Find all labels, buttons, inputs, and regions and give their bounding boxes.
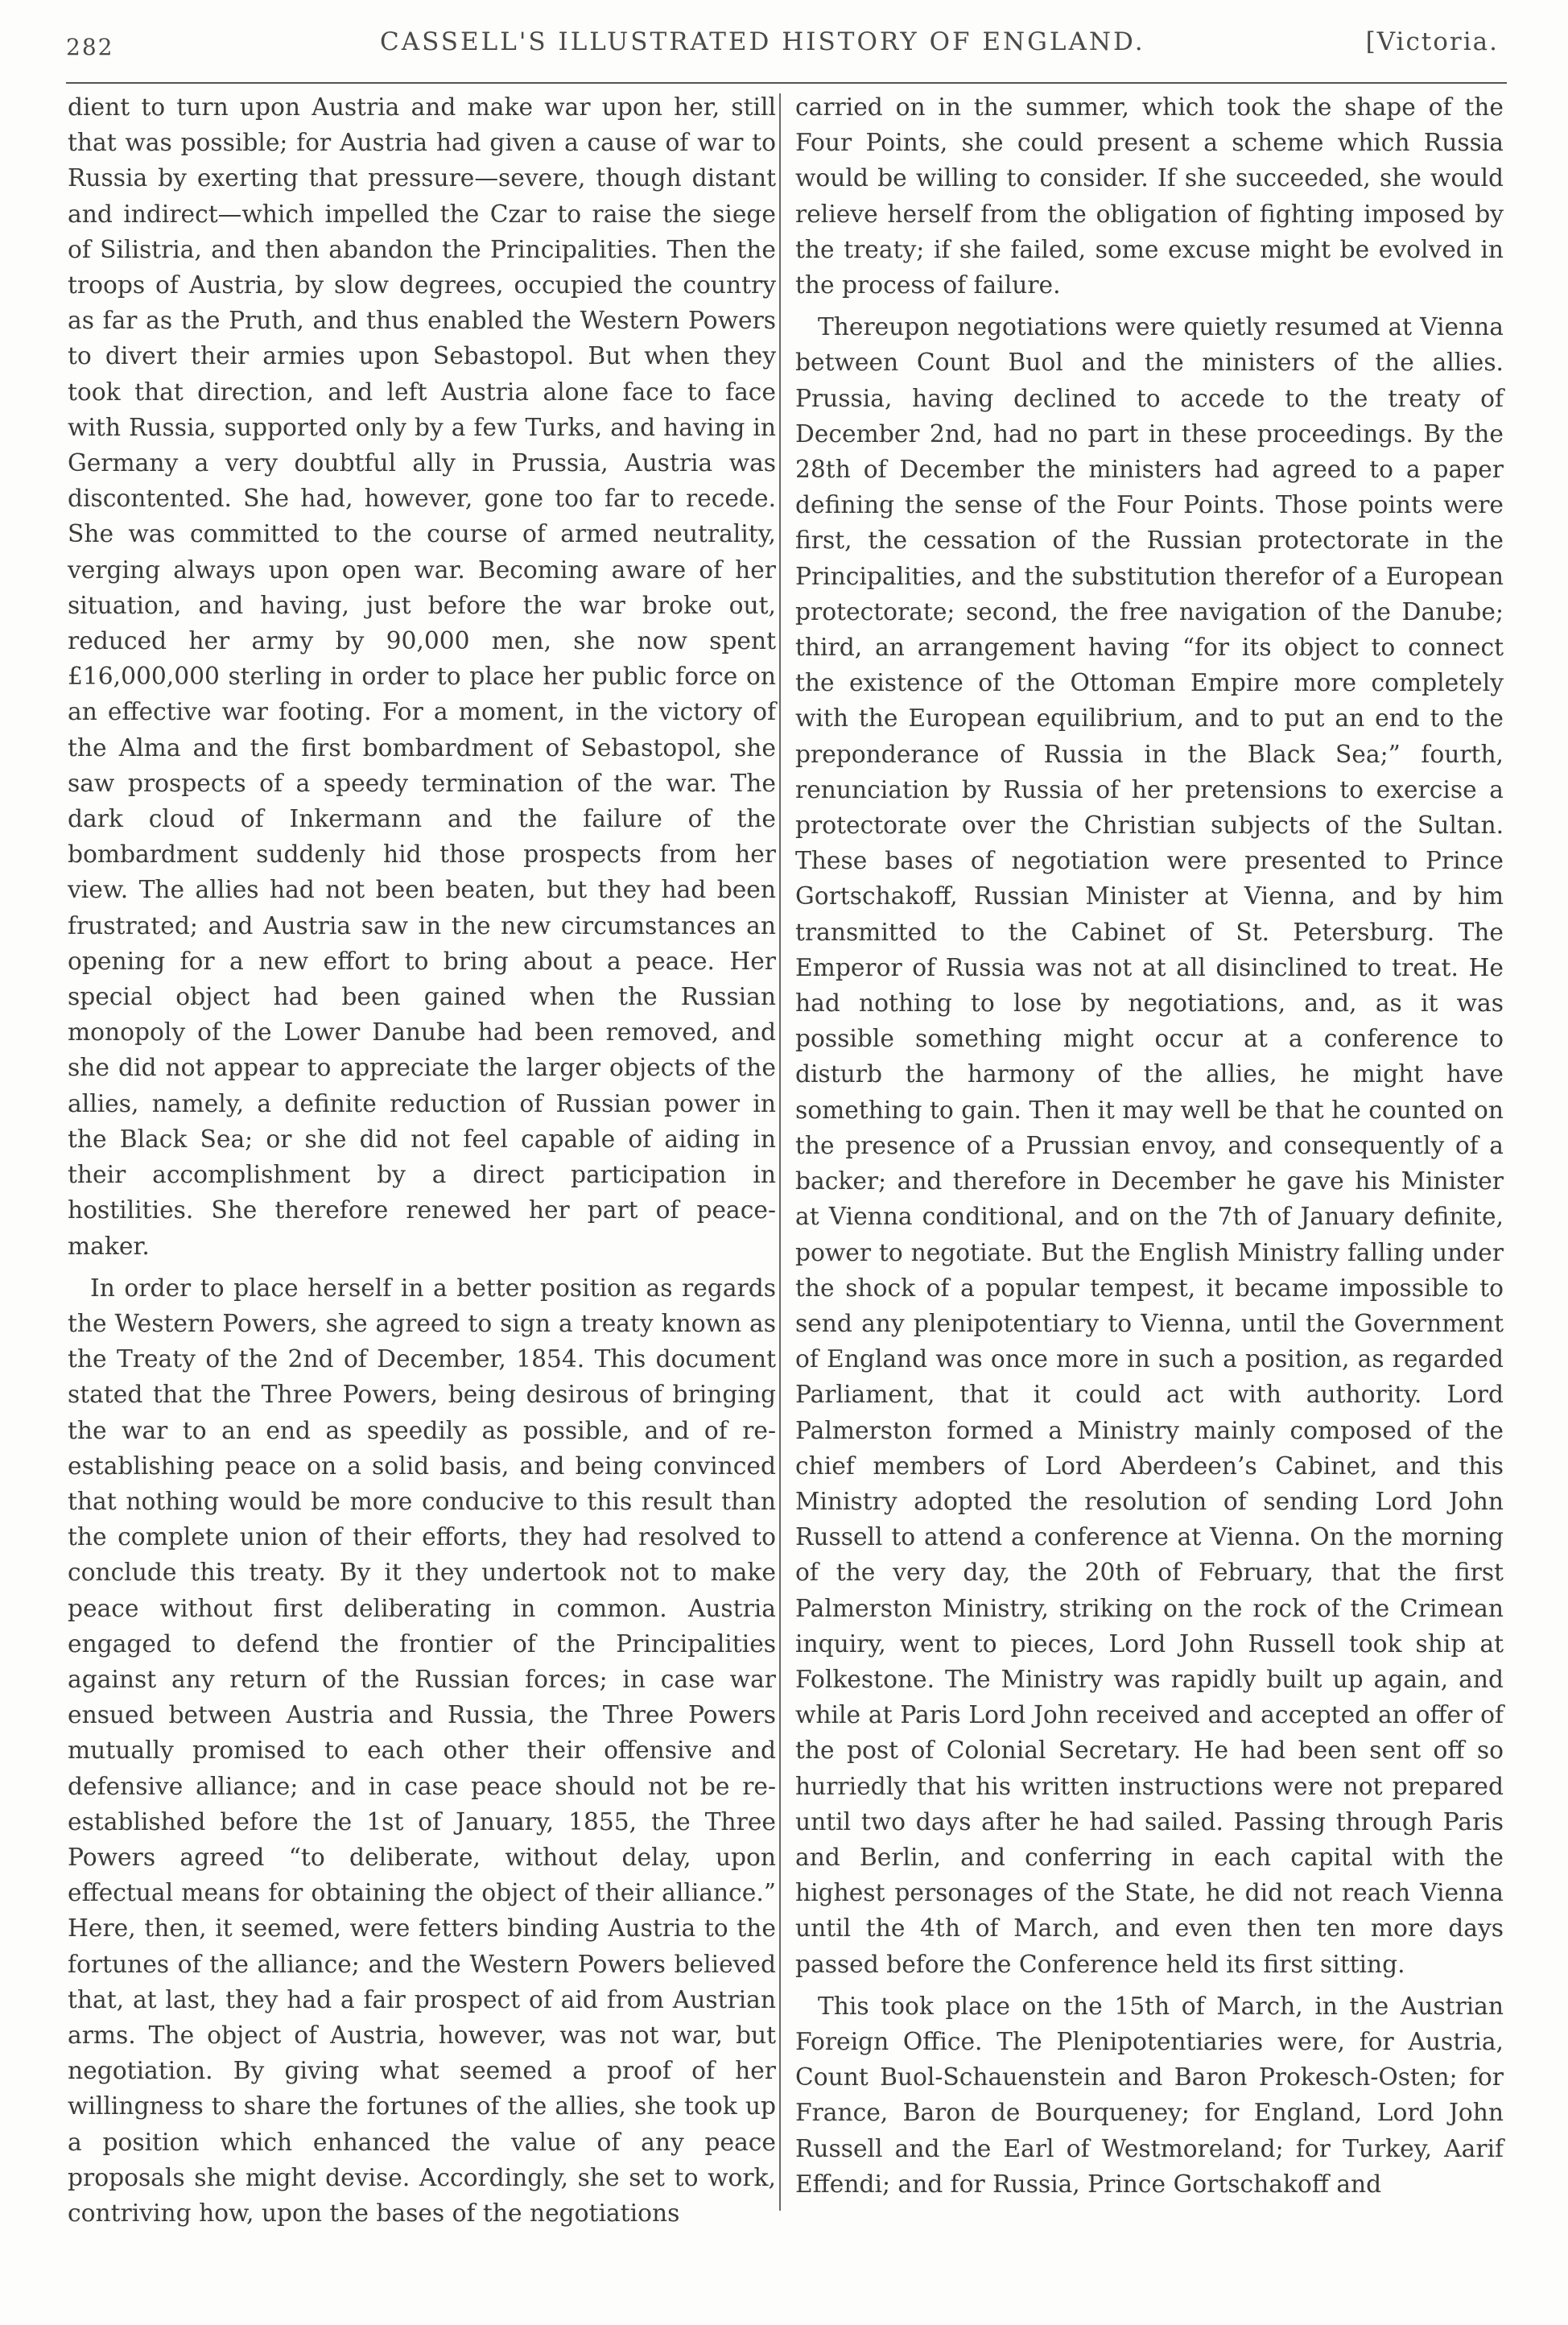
header-rule bbox=[66, 82, 1507, 84]
paragraph: carried on in the summer, which took the shape of the Four Points, she could present a scheme which Russia would be willing to consider. If she succeeded, she would relieve herself from the obligation of fighting imposed by the treaty; if she failed, some excuse might be evolved in the process of failure. bbox=[795, 93, 1504, 300]
paragraph: This took place on the 15th of March, in the Austrian Foreign Office. The Plenipotentiaries were, for Austria, Count Buol-Schauenstein and Baron Prokesch-Osten; for France, Baron de Bourqueney; for England, Lord John Russell and the Earl of Westmoreland; for Turkey, Aarif Effendi; and for Russia, Prince Gortschakoff and bbox=[795, 1992, 1504, 2199]
running-title: CASSELL'S ILLUSTRATED HISTORY OF ENGLAND. bbox=[380, 27, 1145, 56]
paragraph: In order to place herself in a better position as regards the Western Powers, she agreed to sign a treaty known as the Treaty of the 2nd of December, 1854. This document stated that the Three Powers, being desirous of bringing the war to an end as speedily as possible, and of re-establishing peace on a solid basis, and being convinced that nothing would be more conducive to this result than the complete union of their efforts, they had resolved to conclude this treaty. By it they undertook not to make peace without first deliberating in common. Austria engaged to defend the frontier of the Principalities against any return of the Russian forces; in case war ensued between Austria and Russia, the Three Powers mutually promised to each other their offensive and defensive alliance; and in case peace should not be re-established before the 1st of January, 1855, the Three Powers agreed “to deliberate, without delay, upon effectual means for obtaining the object of their alliance.” Here, then, it seemed, were fetters binding Austria to the fortunes of the alliance; and the Western Powers believed that, at last, they had a fair prospect of aid from Austrian arms. The object of Austria, however, was not war, but negotiation. By giving what seemed a proof of her willingness to share the fortunes of the allies, she took up a position which enhanced the value of any peace proposals she might devise. Accordingly, she set to work, contriving how, upon the bases of the negotiations bbox=[68, 1274, 776, 2228]
column-divider bbox=[779, 93, 781, 2211]
paragraph: dient to turn upon Austria and make war upon her, still that was possible; for Austria had given a cause of war to Russia by exerting that pressure—severe, though distant and indirect—which impelled the Czar to raise the siege of Silistria, and then abandon the Principalities. Then the troops of Austria, by slow degrees, occupied the country as far as the Pruth, and thus enabled the Western Powers to divert their armies upon Sebastopol. But when they took that direction, and left Austria alone face to face with Russia, supported only by a few Turks, and having in Germany a very doubtful ally in Prussia, Austria was discontented. She had, however, gone too far to recede. She was committed to the course of armed neutrality, verging always upon open war. Becoming aware of her situation, and having, just before the war broke out, reduced her army by 90,000 men, she now spent £16,000,000 sterling in order to place her public force on an effective war footing. For a moment, in the victory of the Alma and the first bombardment of Sebastopol, she saw prospects of a speedy termination of the war. The dark cloud of Inkermann and the failure of the bombardment suddenly hid those prospects from her view. The allies had not been beaten, but they had been frustrated; and Austria saw in the new circumstances an opening for a new effort to bring about a peace. Her special object had been gained when the Russian monopoly of the Lower Danube had been removed, and she did not appear to appreciate the larger objects of the allies, namely, a definite reduction of Russian power in the Black Sea; or she did not feel capable of aiding in their accomplishment by a direct participation in hostilities. She therefore renewed her part of peace-maker. bbox=[68, 93, 776, 1261]
reign-label: [Victoria. bbox=[1365, 27, 1499, 56]
left-column bbox=[68, 90, 776, 2232]
paragraph: Thereupon negotiations were quietly resumed at Vienna between Count Buol and the ministers of the allies. Prussia, having declined to accede to the treaty of December 2nd, had no part in these proceedings. By the 28th of December the ministers had agreed to a paper defining the sense of the Four Points. Those points were first, the cessation of the Russian protectorate in the Principalities, and the substitution therefor of a European protectorate; second, the free navigation of the Danube; third, an arrangement having “for its object to connect the existence of the Ottoman Empire more completely with the European equilibrium, and to put an end to the preponderance of Russia in the Black Sea;” fourth, renunciation by Russia of her pretensions to exercise a protectorate over the Christian subjects of the Sultan. These bases of negotiation were presented to Prince Gortschakoff, Russian Minister at Vienna, and by him transmitted to the Cabinet of St. Petersburg. The Emperor of Russia was not at all disinclined to treat. He had nothing to lose by negotiations, and, as it was possible something might occur at a conference to disturb the harmony of the allies, he might have something to gain. Then it may well be that he counted on the presence of a Prussian envoy, and consequently of a backer; and therefore in December he gave his Minister at Vienna conditional, and on the 7th of January definite, power to negotiate. But the English Ministry falling under the shock of a popular tempest, it became impossible to send any plenipotentiary to Vienna, until the Government of England was once more in such a position, as regarded Parliament, that it could act with authority. Lord Palmerston formed a Ministry mainly composed of the chief members of Lord Aberdeen’s Cabinet, and this Ministry adopted the resolution of sending Lord John Russell to attend a conference at Vienna. On the morning of the very day, the 20th of February, that the first Palmerston Ministry, striking on the rock of the Crimean inquiry, went to pieces, Lord John Russell took ship at Folkestone. The Ministry was rapidly built up again, and while at Paris Lord John received and accepted an offer of the post of Colonial Secretary. He had been sent off so hurriedly that his written instructions were not prepared until two days after he had sailed. Passing through Paris and Berlin, and conferring in each capital with the highest personages of the State, he did not reach Vienna until the 4th of March, and even then ten more days passed before the Conference held its first sitting. bbox=[795, 313, 1504, 1979]
page-number: 282 bbox=[66, 34, 114, 60]
running-header bbox=[66, 27, 1499, 72]
right-column bbox=[795, 90, 1504, 2203]
